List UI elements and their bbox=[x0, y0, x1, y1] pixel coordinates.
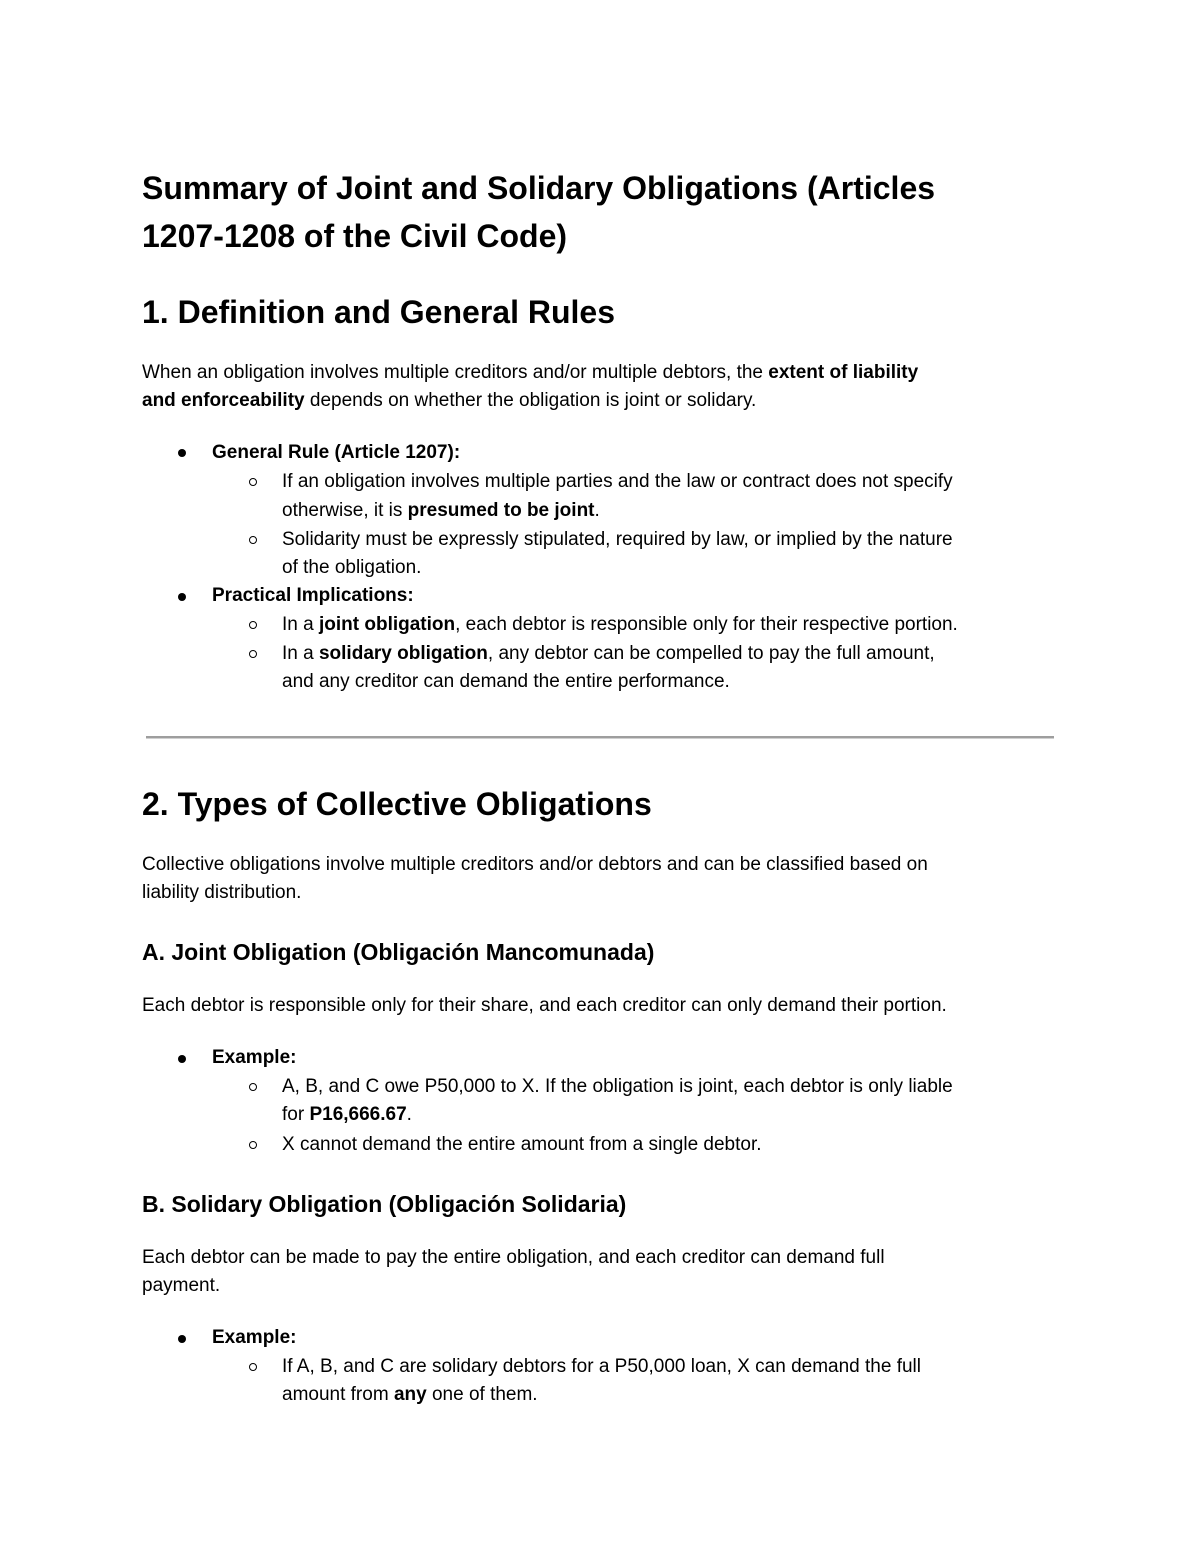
solidary-example-item-1-line-2: amount from any one of them. bbox=[282, 1384, 538, 1405]
joint-example-item-2: X cannot demand the entire amount from a single debtor. bbox=[282, 1134, 762, 1155]
document-title-line-2: 1207-1208 of the Civil Code) bbox=[142, 218, 568, 254]
joint-example-label: Example: bbox=[212, 1047, 297, 1068]
joint-example-item-1-line-2: for P16,666.67. bbox=[282, 1104, 412, 1125]
sub-bullet-icon bbox=[249, 1363, 257, 1371]
document-title-line-1: Summary of Joint and Solidary Obligations (Articles bbox=[142, 170, 936, 206]
sub-bullet-icon bbox=[249, 536, 257, 544]
sub-bullet-icon bbox=[249, 1083, 257, 1091]
solidary-example-item-1-line-1: If A, B, and C are solidary debtors for a P50,000 loan, X can demand the full bbox=[282, 1356, 921, 1377]
sub-bullet-icon bbox=[249, 650, 257, 658]
general-rule-label: General Rule (Article 1207): bbox=[212, 442, 461, 463]
section-2-heading: 2. Types of Collective Obligations bbox=[142, 786, 652, 822]
solidary-obligation-description-line-2: payment. bbox=[142, 1275, 221, 1296]
section-1-intro-line-1: When an obligation involves multiple creditors and/or multiple debtors, the extent of liability bbox=[142, 362, 919, 383]
section-2-intro-line-2: liability distribution. bbox=[142, 882, 302, 903]
general-rule-item-2-line-1: Solidarity must be expressly stipulated, required by law, or implied by the nature bbox=[282, 529, 953, 550]
solidary-obligation-description-line-1: Each debtor can be made to pay the entire obligation, and each creditor can demand full bbox=[142, 1247, 885, 1268]
bullet-icon bbox=[178, 1055, 186, 1063]
joint-obligation-description: Each debtor is responsible only for their share, and each creditor can only demand their portion. bbox=[142, 995, 947, 1016]
practical-implications-label: Practical Implications: bbox=[212, 585, 414, 606]
horizontal-divider bbox=[146, 736, 1054, 739]
sub-bullet-icon bbox=[249, 478, 257, 486]
solidary-example-label: Example: bbox=[212, 1327, 297, 1348]
general-rule-item-1-line-1: If an obligation involves multiple parties and the law or contract does not specify bbox=[282, 471, 953, 492]
joint-obligation-heading: A. Joint Obligation (Obligación Mancomunada) bbox=[142, 939, 655, 965]
general-rule-item-1-line-2: otherwise, it is presumed to be joint. bbox=[282, 500, 600, 521]
bullet-icon bbox=[178, 449, 186, 457]
sub-bullet-icon bbox=[249, 1141, 257, 1149]
section-1-intro-line-2: and enforceability depends on whether the obligation is joint or solidary. bbox=[142, 390, 757, 411]
practical-item-2-line-2: and any creditor can demand the entire performance. bbox=[282, 671, 730, 692]
joint-example-item-1-line-1: A, B, and C owe P50,000 to X. If the obligation is joint, each debtor is only liable bbox=[282, 1076, 953, 1097]
section-1-heading: 1. Definition and General Rules bbox=[142, 294, 615, 330]
section-2-intro-line-1: Collective obligations involve multiple creditors and/or debtors and can be classified based on bbox=[142, 854, 928, 875]
general-rule-item-2-line-2: of the obligation. bbox=[282, 557, 422, 578]
practical-item-2-line-1: In a solidary obligation, any debtor can be compelled to pay the full amount, bbox=[282, 643, 935, 664]
bullet-icon bbox=[178, 1335, 186, 1343]
solidary-obligation-heading: B. Solidary Obligation (Obligación Solidaria) bbox=[142, 1191, 627, 1217]
bullet-icon bbox=[178, 593, 186, 601]
practical-item-1: In a joint obligation, each debtor is responsible only for their respective portion. bbox=[282, 614, 958, 635]
sub-bullet-icon bbox=[249, 621, 257, 629]
